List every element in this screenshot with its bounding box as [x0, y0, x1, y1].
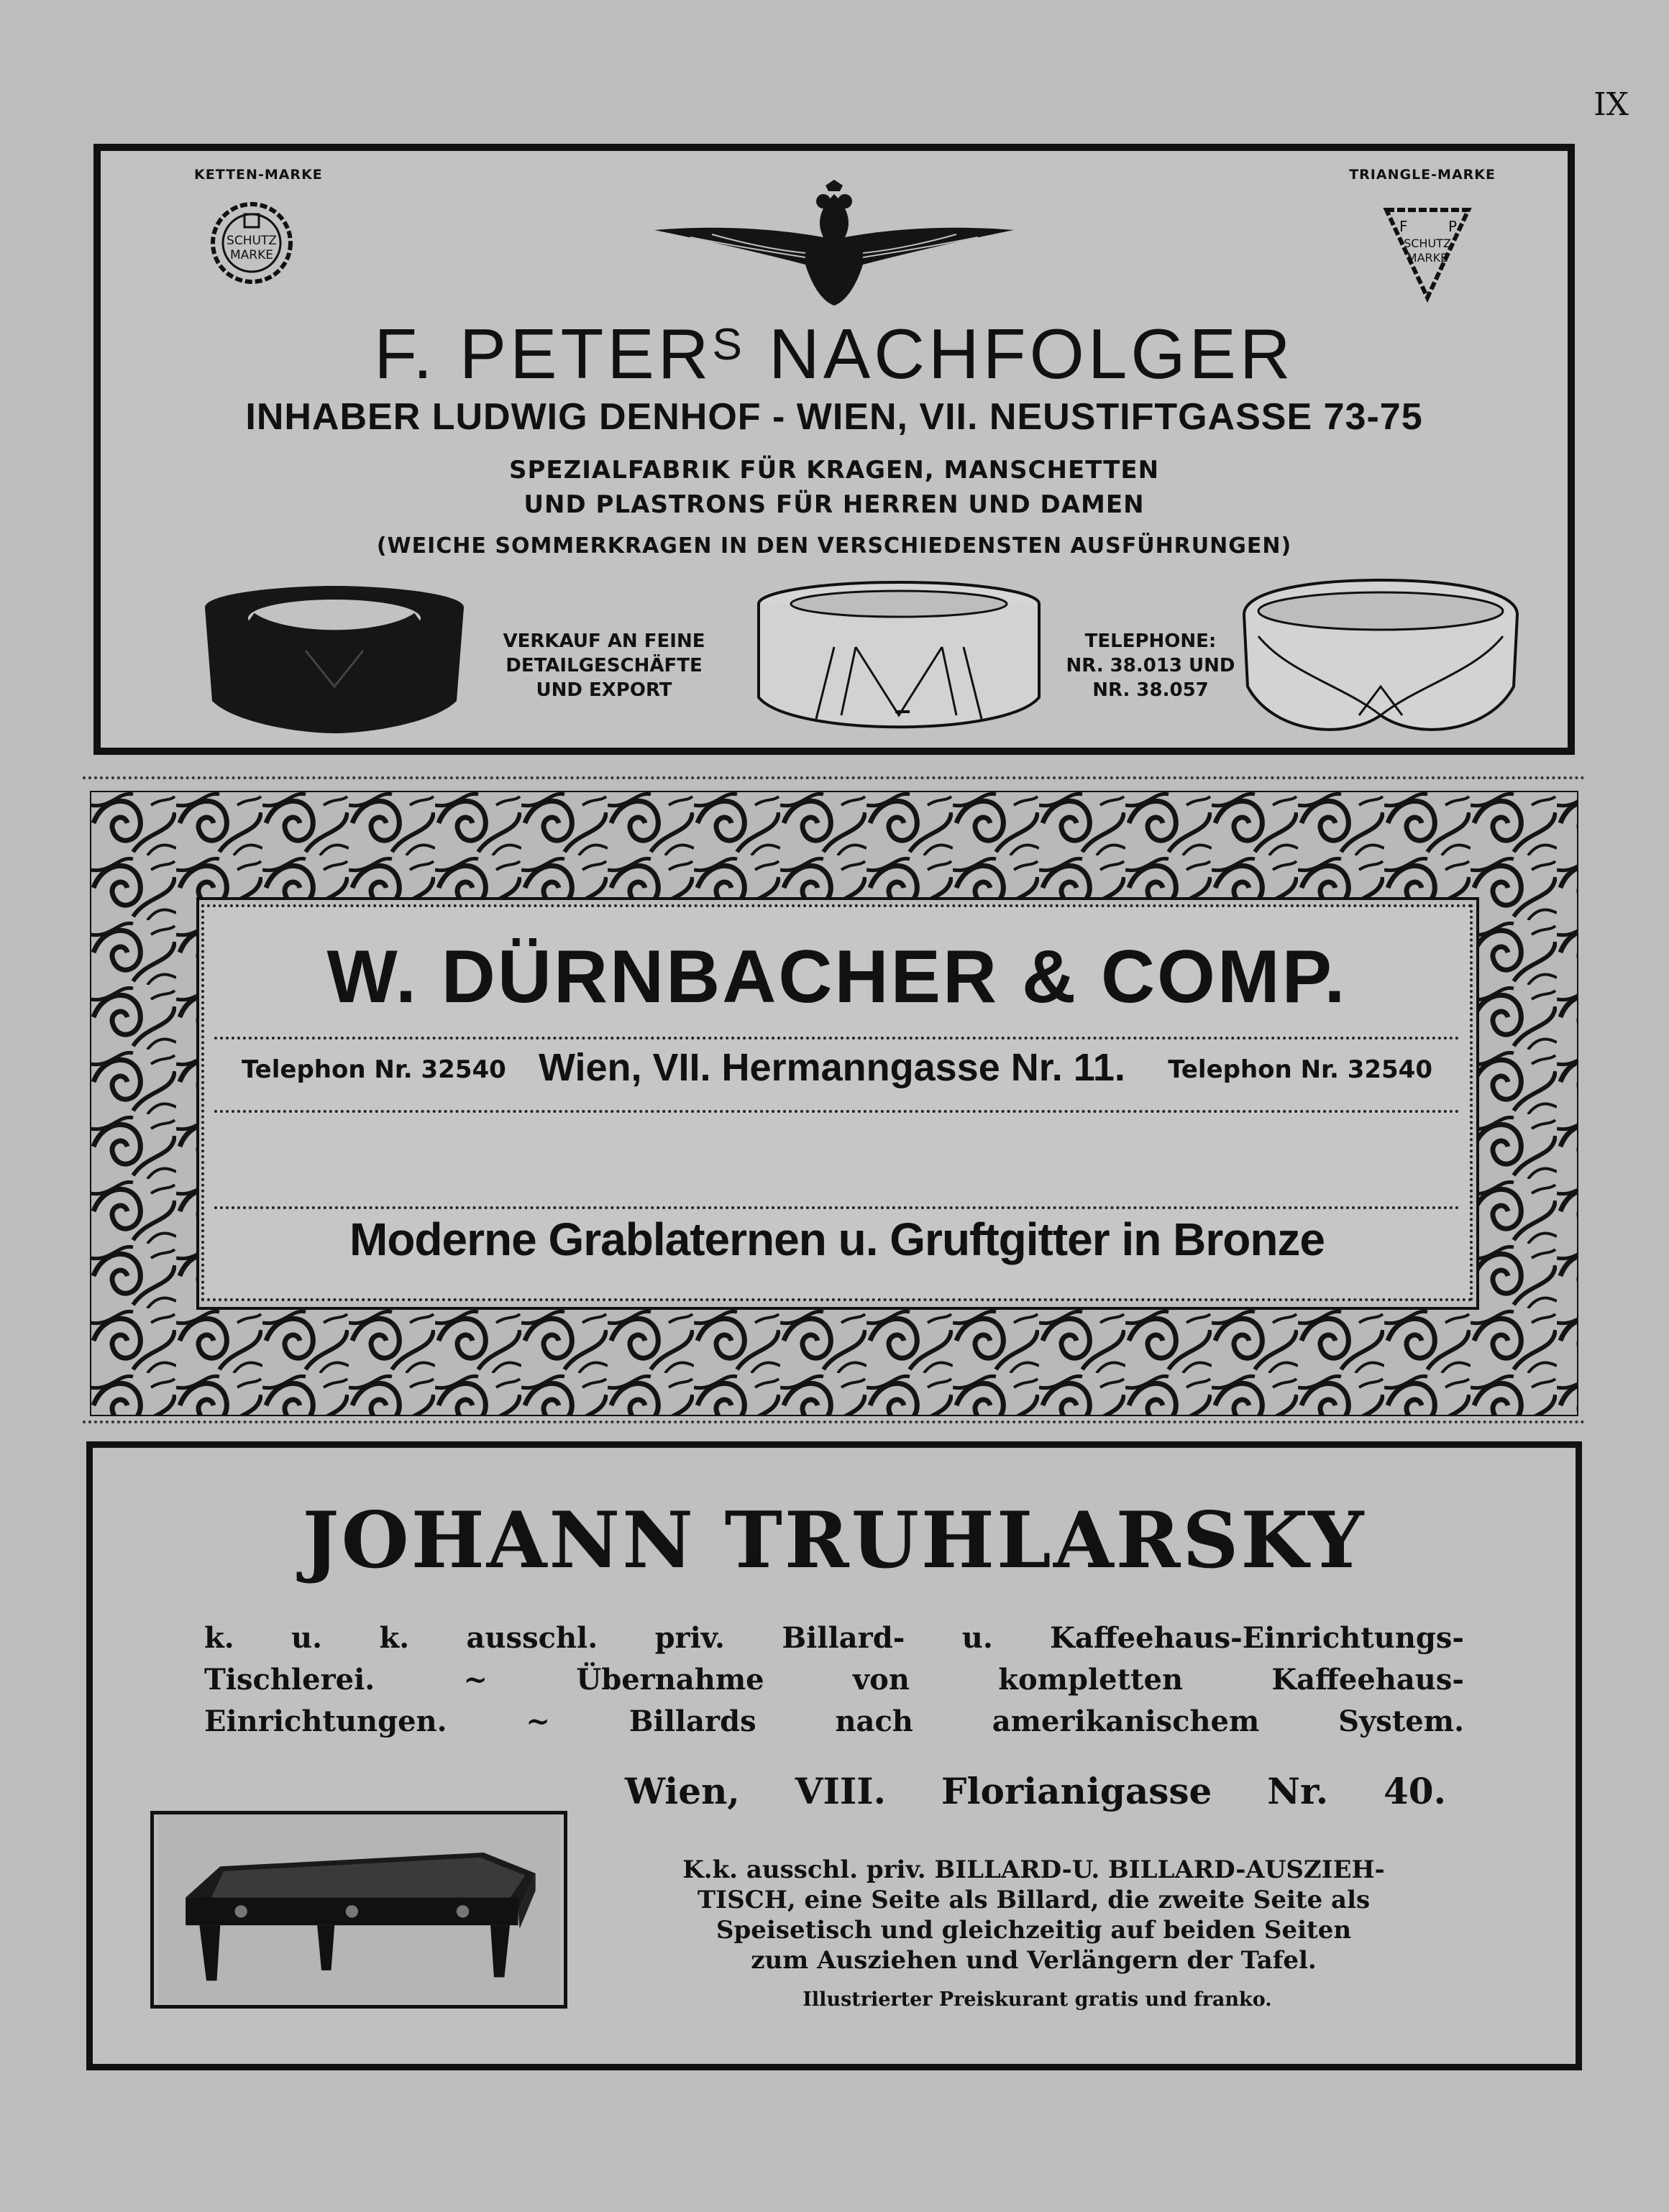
durnbacher-divider-3: [214, 1206, 1460, 1209]
triangle-mark-text-1: SCHUTZ: [1404, 237, 1451, 250]
truhlarsky-price-list-note: Illustrierter Preiskurant gratis und franko.: [803, 1988, 1272, 2011]
peters-sales-line-2: DETAILGESCHÄFTE: [506, 655, 703, 676]
triangle-mark-icon: [1373, 197, 1481, 305]
durnbacher-product-line: Moderne Grablaternen u. Gruftgitter in Bronze: [349, 1213, 1325, 1265]
truhlarsky-offer-line-3: Speisetisch und gleichzeitig auf beiden Seiten: [715, 1916, 1352, 1945]
peters-title-main: F. PETER: [374, 314, 713, 393]
durnbacher-divider-2: [214, 1110, 1460, 1113]
truhlarsky-offer-line-2: TISCH, eine Seite als Billard, die zweite Seite als: [697, 1886, 1371, 1914]
truhlarsky-offer-line-4: zum Ausziehen und Verlängern der Tafel.: [751, 1946, 1317, 1975]
double-eagle-emblem: [647, 180, 1021, 309]
durnbacher-telephone-right: Telephon Nr. 32540: [1168, 1055, 1432, 1084]
durnbacher-company-name: W. DÜRNBACHER & COMP.: [326, 935, 1348, 1019]
triangle-mark-label: TRIANGLE-MARKE: [1349, 167, 1496, 183]
peters-summer-collar-note: (WEICHE SOMMERKRAGEN IN DEN VERSCHIEDENSTEN AUSFÜHRUNGEN): [376, 533, 1292, 559]
triangle-mark-letter-p: P: [1448, 218, 1458, 235]
ketten-mark-icon: [209, 200, 295, 286]
durnbacher-advertisement: [201, 904, 1473, 1301]
peters-advertisement: [93, 144, 1575, 755]
peters-sales-line-1: VERKAUF AN FEINE: [503, 630, 705, 652]
truhlarsky-desc-line-2: Tischlerei. ~ Übernahme von kompletten Kaffeehaus-: [204, 1663, 1464, 1697]
truhlarsky-advertisement: [86, 1441, 1582, 2070]
page-number: IX: [1593, 86, 1629, 123]
truhlarsky-billiard-offer: [611, 1855, 1457, 1975]
truhlarsky-desc-line-1: k. u. k. ausschl. priv. Billard- u. Kaffeehaus-Einrichtungs-: [204, 1621, 1464, 1655]
triangle-mark-letter-f: F: [1399, 218, 1408, 235]
peters-title-rest: NACHFOLGER: [745, 314, 1294, 393]
durnbacher-telephone-left: Telephon Nr. 32540: [242, 1055, 506, 1084]
durnbacher-divider-1: [214, 1037, 1460, 1040]
peters-phone-line-3: NR. 38.057: [1092, 679, 1209, 701]
triangle-mark-text-2: MARKE: [1407, 251, 1448, 265]
truhlarsky-description: [204, 1617, 1464, 1743]
peters-phone-line-1: TELEPHONE:: [1084, 630, 1217, 652]
peters-sales-line-3: UND EXPORT: [536, 679, 672, 701]
peters-title-superscript: S: [712, 320, 746, 370]
truhlarsky-company-name: JOHANN TRUHLARSKY: [302, 1495, 1366, 1586]
ketten-mark-text-1: SCHUTZ: [227, 234, 277, 248]
ketten-mark-label: KETTEN-MARKE: [194, 167, 323, 183]
peters-specialty: [101, 453, 1568, 522]
peters-phone-line-2: NR. 38.013 UND: [1066, 655, 1235, 676]
truhlarsky-address: Wien, VIII. Florianigasse Nr. 40.: [625, 1770, 1446, 1812]
peters-owner-address: INHABER LUDWIG DENHOF - WIEN, VII. NEUSTIFTGASSE 73-75: [245, 396, 1423, 438]
peters-specialty-line-2: UND PLASTRONS FÜR HERREN UND DAMEN: [523, 490, 1145, 519]
ketten-mark-text-2: MARKE: [230, 248, 273, 262]
peters-sales-info: [475, 629, 733, 702]
peters-specialty-line-1: SPEZIALFABRIK FÜR KRAGEN, MANSCHETTEN: [508, 456, 1160, 485]
stand-collar-illustration: [748, 575, 1050, 748]
peters-company-name: [101, 306, 1568, 393]
durnbacher-address: Wien, VII. Hermanngasse Nr. 11.: [539, 1046, 1125, 1089]
billiard-table-illustration: [150, 1811, 567, 2009]
truhlarsky-desc-line-3: Einrichtungen. ~ Billards nach amerikanischem System.: [204, 1704, 1464, 1738]
turndown-collar-illustration: [1230, 572, 1532, 744]
black-collar-illustration: [198, 579, 471, 737]
truhlarsky-offer-line-1: K.k. ausschl. priv. BILLARD-U. BILLARD-AUSZIEH-: [682, 1855, 1385, 1884]
